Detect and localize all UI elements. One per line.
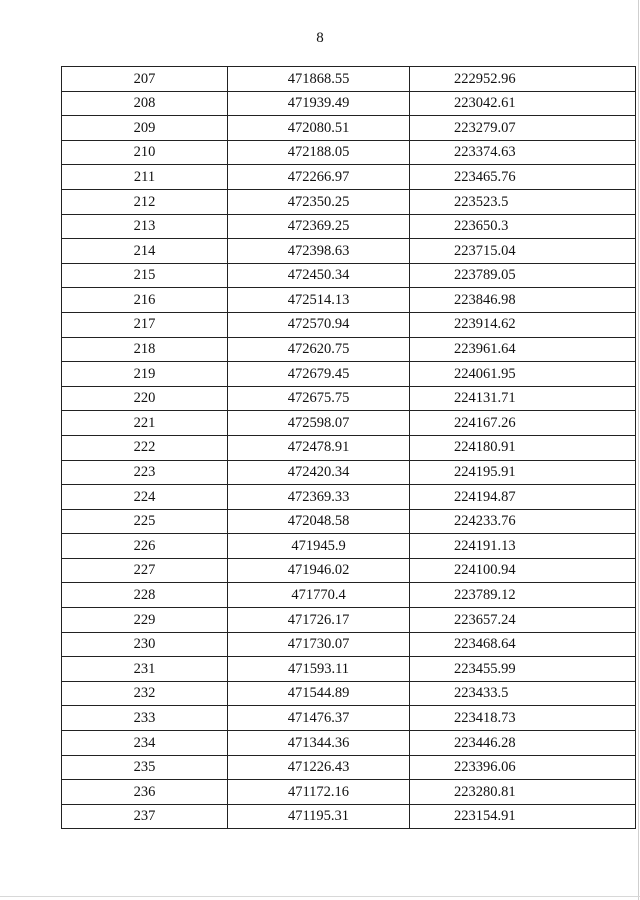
table-row <box>62 804 636 829</box>
x-coordinate-cell: 471939.49 <box>228 91 410 116</box>
y-coordinate-cell: 223279.07 <box>410 116 636 141</box>
y-coordinate-cell: 223418.73 <box>410 706 636 731</box>
y-coordinate-cell: 224191.13 <box>410 534 636 559</box>
table-row <box>62 312 636 337</box>
y-coordinate-cell: 223374.63 <box>410 140 636 165</box>
table-row <box>62 165 636 190</box>
x-coordinate-cell: 471868.55 <box>228 67 410 92</box>
x-coordinate-cell: 471476.37 <box>228 706 410 731</box>
x-coordinate-cell: 472598.07 <box>228 411 410 436</box>
scan-bottom-line <box>0 896 640 897</box>
x-coordinate-cell: 472570.94 <box>228 312 410 337</box>
x-coordinate-cell: 471593.11 <box>228 657 410 682</box>
y-coordinate-cell: 224167.26 <box>410 411 636 436</box>
y-coordinate-cell: 223789.12 <box>410 583 636 608</box>
table-row <box>62 116 636 141</box>
table-row <box>62 657 636 682</box>
table-row <box>62 140 636 165</box>
point-number-cell: 232 <box>62 681 228 706</box>
point-number-cell: 209 <box>62 116 228 141</box>
table-row <box>62 608 636 633</box>
x-coordinate-cell: 472080.51 <box>228 116 410 141</box>
page-number: 8 <box>316 30 324 46</box>
point-number-cell: 225 <box>62 509 228 534</box>
table-row <box>62 288 636 313</box>
x-coordinate-cell: 471226.43 <box>228 755 410 780</box>
x-coordinate-cell: 471726.17 <box>228 608 410 633</box>
table-row <box>62 706 636 731</box>
y-coordinate-cell: 222952.96 <box>410 67 636 92</box>
x-coordinate-cell: 472679.45 <box>228 362 410 387</box>
point-number-cell: 215 <box>62 263 228 288</box>
point-number-cell: 211 <box>62 165 228 190</box>
coordinates-table-body <box>62 67 636 829</box>
table-row <box>62 558 636 583</box>
y-coordinate-cell: 223657.24 <box>410 608 636 633</box>
x-coordinate-cell: 472420.34 <box>228 460 410 485</box>
table-row <box>62 534 636 559</box>
scan-edge-line <box>638 0 639 900</box>
x-coordinate-cell: 472369.33 <box>228 485 410 510</box>
y-coordinate-cell: 223042.61 <box>410 91 636 116</box>
table-row <box>62 411 636 436</box>
y-coordinate-cell: 223789.05 <box>410 263 636 288</box>
x-coordinate-cell: 471172.16 <box>228 780 410 805</box>
x-coordinate-cell: 471344.36 <box>228 731 410 756</box>
x-coordinate-cell: 471730.07 <box>228 632 410 657</box>
table-row <box>62 583 636 608</box>
point-number-cell: 223 <box>62 460 228 485</box>
point-number-cell: 235 <box>62 755 228 780</box>
table-row <box>62 509 636 534</box>
y-coordinate-cell: 223961.64 <box>410 337 636 362</box>
point-number-cell: 217 <box>62 312 228 337</box>
table-row <box>62 263 636 288</box>
x-coordinate-cell: 472450.34 <box>228 263 410 288</box>
coordinates-table <box>61 66 636 829</box>
y-coordinate-cell: 223914.62 <box>410 312 636 337</box>
point-number-cell: 212 <box>62 189 228 214</box>
y-coordinate-cell: 223650.3 <box>410 214 636 239</box>
point-number-cell: 219 <box>62 362 228 387</box>
table-row <box>62 460 636 485</box>
x-coordinate-cell: 472478.91 <box>228 435 410 460</box>
y-coordinate-cell: 223446.28 <box>410 731 636 756</box>
y-coordinate-cell: 223715.04 <box>410 239 636 264</box>
y-coordinate-cell: 223465.76 <box>410 165 636 190</box>
table-row <box>62 485 636 510</box>
point-number-cell: 210 <box>62 140 228 165</box>
point-number-cell: 214 <box>62 239 228 264</box>
point-number-cell: 208 <box>62 91 228 116</box>
y-coordinate-cell: 223468.64 <box>410 632 636 657</box>
x-coordinate-cell: 472620.75 <box>228 337 410 362</box>
point-number-cell: 229 <box>62 608 228 633</box>
point-number-cell: 207 <box>62 67 228 92</box>
table-row <box>62 780 636 805</box>
table-row <box>62 214 636 239</box>
point-number-cell: 233 <box>62 706 228 731</box>
y-coordinate-cell: 223396.06 <box>410 755 636 780</box>
y-coordinate-cell: 224195.91 <box>410 460 636 485</box>
y-coordinate-cell: 223455.99 <box>410 657 636 682</box>
table-row <box>62 239 636 264</box>
point-number-cell: 234 <box>62 731 228 756</box>
x-coordinate-cell: 471945.9 <box>228 534 410 559</box>
y-coordinate-cell: 223846.98 <box>410 288 636 313</box>
point-number-cell: 230 <box>62 632 228 657</box>
point-number-cell: 222 <box>62 435 228 460</box>
table-row <box>62 731 636 756</box>
table-row <box>62 67 636 92</box>
table-row <box>62 681 636 706</box>
x-coordinate-cell: 472188.05 <box>228 140 410 165</box>
y-coordinate-cell: 223280.81 <box>410 780 636 805</box>
point-number-cell: 224 <box>62 485 228 510</box>
point-number-cell: 220 <box>62 386 228 411</box>
table-row <box>62 337 636 362</box>
x-coordinate-cell: 472350.25 <box>228 189 410 214</box>
y-coordinate-cell: 223433.5 <box>410 681 636 706</box>
table-row <box>62 362 636 387</box>
point-number-cell: 236 <box>62 780 228 805</box>
point-number-cell: 237 <box>62 804 228 829</box>
y-coordinate-cell: 224061.95 <box>410 362 636 387</box>
point-number-cell: 213 <box>62 214 228 239</box>
point-number-cell: 216 <box>62 288 228 313</box>
x-coordinate-cell: 472266.97 <box>228 165 410 190</box>
x-coordinate-cell: 471770.4 <box>228 583 410 608</box>
x-coordinate-cell: 472398.63 <box>228 239 410 264</box>
table-row <box>62 435 636 460</box>
point-number-cell: 231 <box>62 657 228 682</box>
table-row <box>62 386 636 411</box>
y-coordinate-cell: 223154.91 <box>410 804 636 829</box>
y-coordinate-cell: 223523.5 <box>410 189 636 214</box>
point-number-cell: 218 <box>62 337 228 362</box>
x-coordinate-cell: 472675.75 <box>228 386 410 411</box>
y-coordinate-cell: 224194.87 <box>410 485 636 510</box>
point-number-cell: 228 <box>62 583 228 608</box>
x-coordinate-cell: 472369.25 <box>228 214 410 239</box>
x-coordinate-cell: 472514.13 <box>228 288 410 313</box>
table-row <box>62 632 636 657</box>
y-coordinate-cell: 224131.71 <box>410 386 636 411</box>
point-number-cell: 221 <box>62 411 228 436</box>
point-number-cell: 227 <box>62 558 228 583</box>
x-coordinate-cell: 471946.02 <box>228 558 410 583</box>
y-coordinate-cell: 224100.94 <box>410 558 636 583</box>
y-coordinate-cell: 224233.76 <box>410 509 636 534</box>
table-row <box>62 755 636 780</box>
x-coordinate-cell: 472048.58 <box>228 509 410 534</box>
point-number-cell: 226 <box>62 534 228 559</box>
x-coordinate-cell: 471544.89 <box>228 681 410 706</box>
x-coordinate-cell: 471195.31 <box>228 804 410 829</box>
table-row <box>62 91 636 116</box>
y-coordinate-cell: 224180.91 <box>410 435 636 460</box>
table-row <box>62 189 636 214</box>
